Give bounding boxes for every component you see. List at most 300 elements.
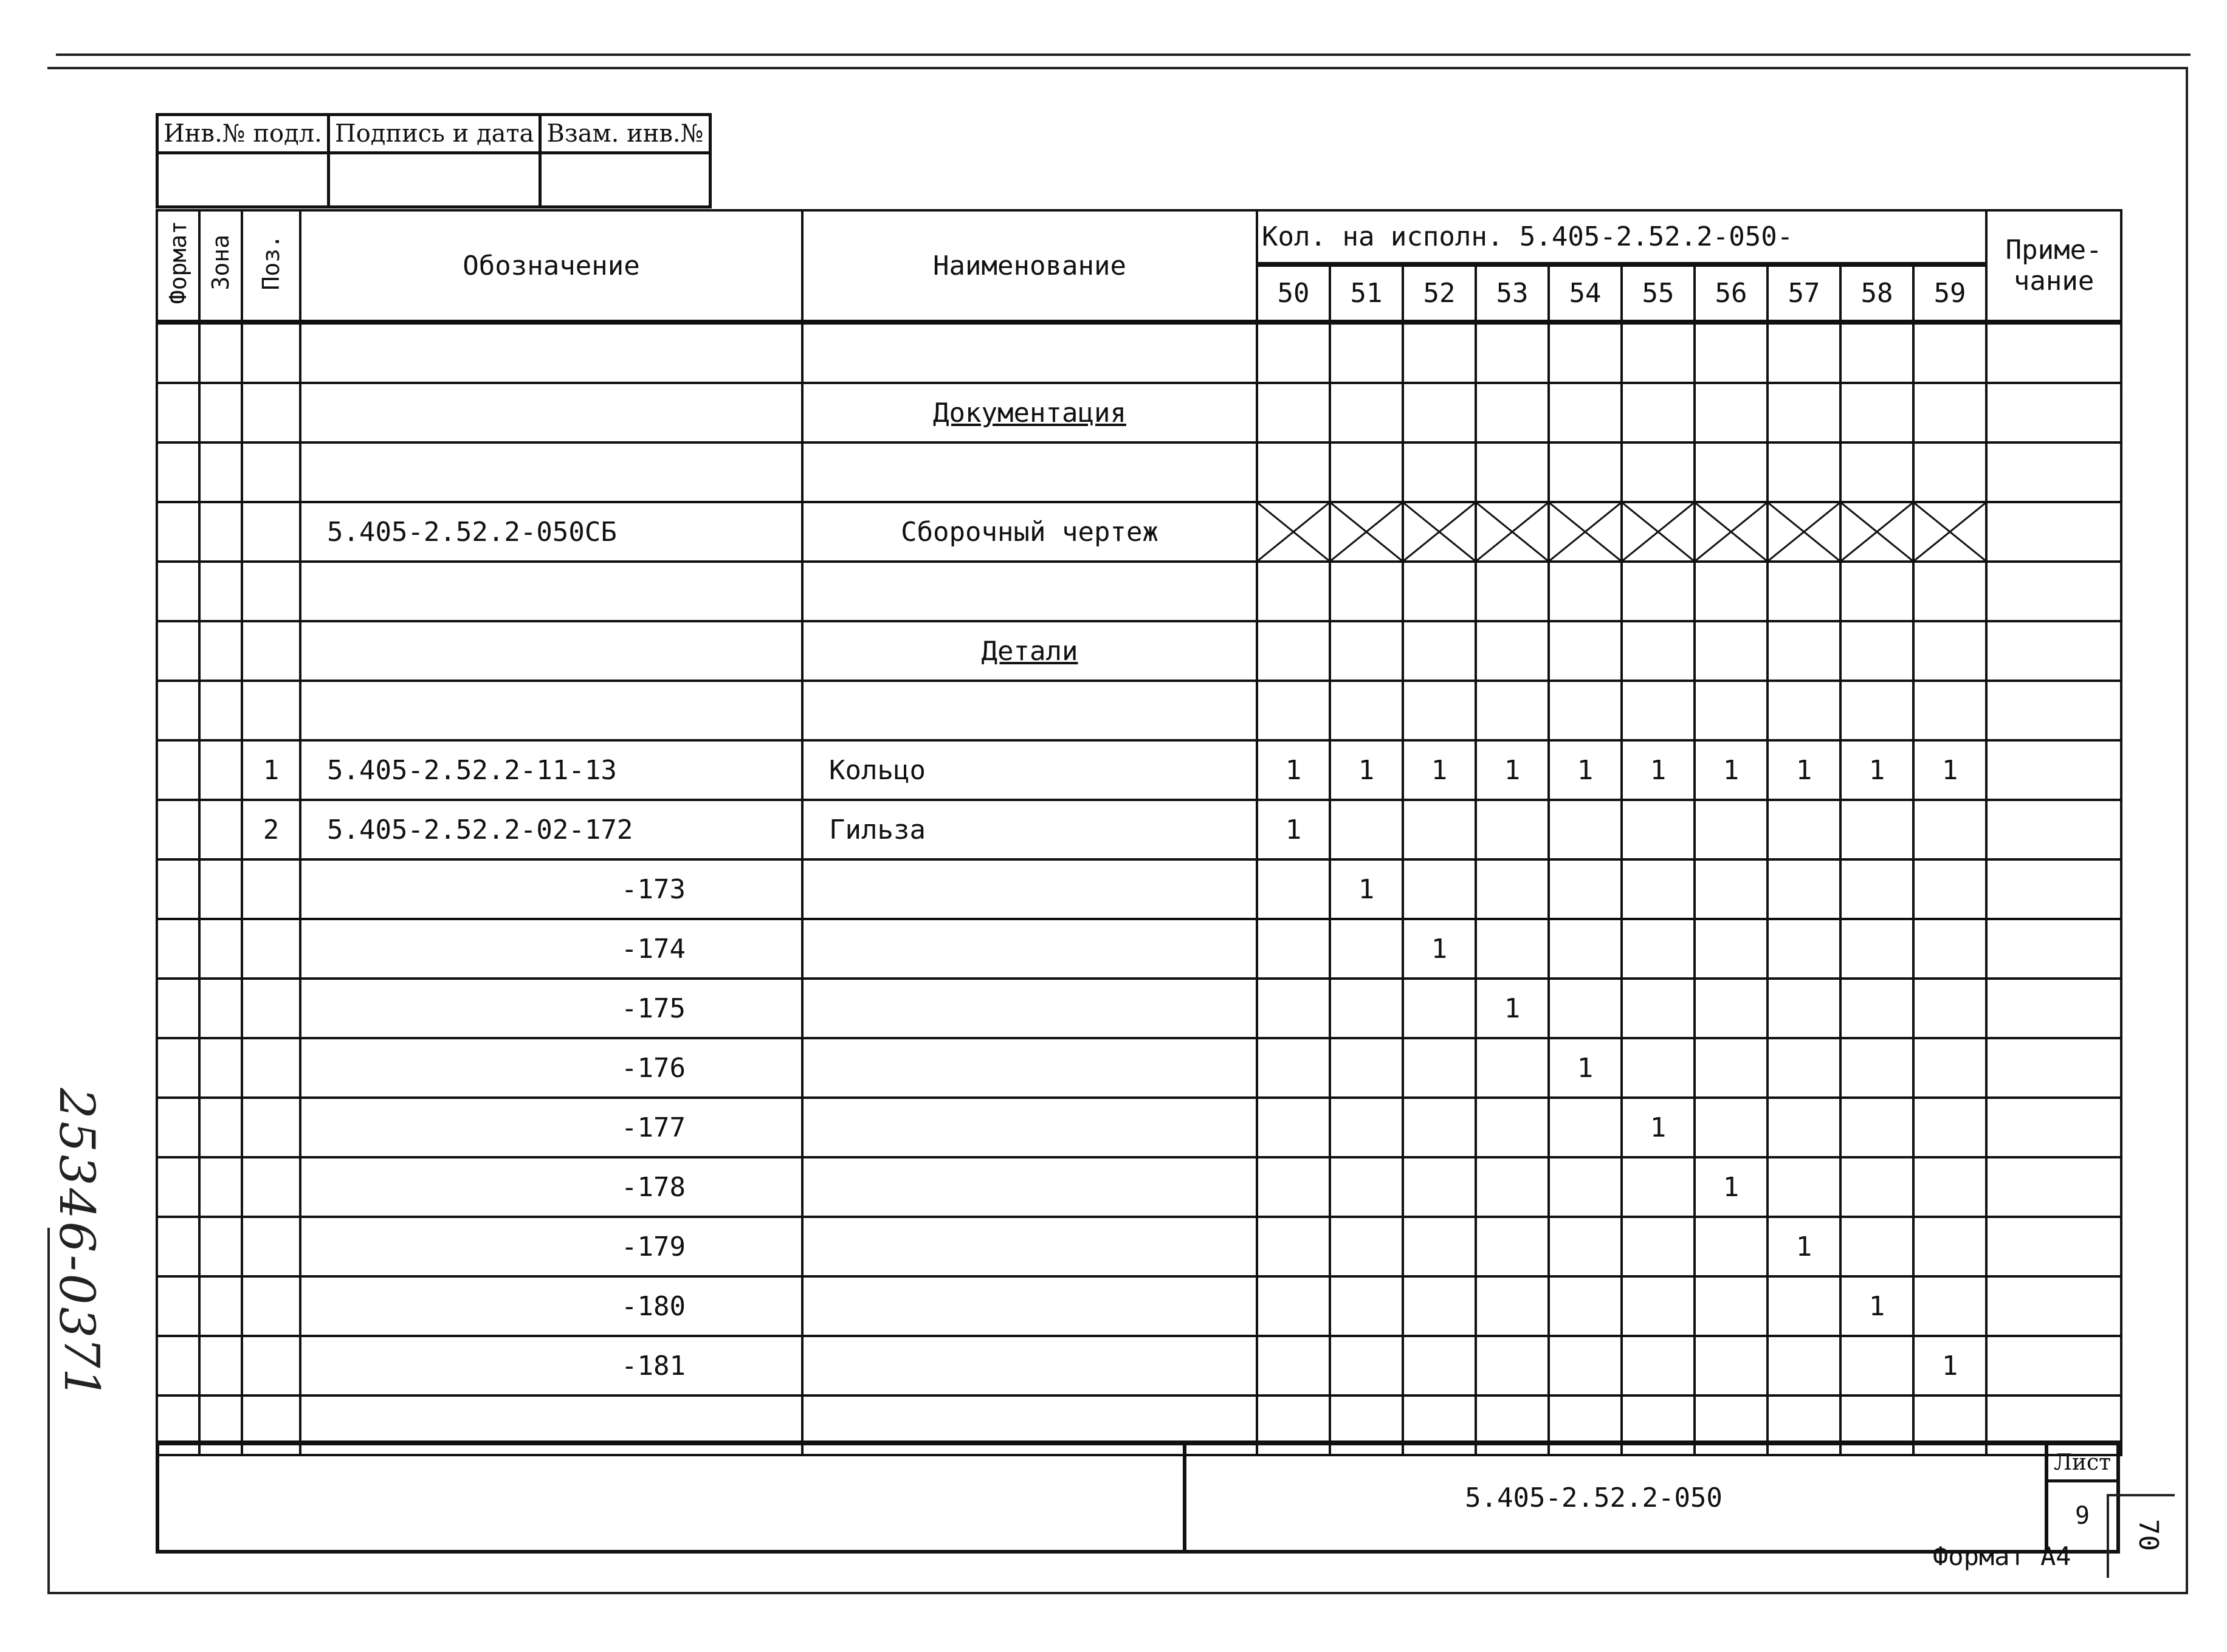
- cell-naimenovanie: Детали: [802, 621, 1257, 681]
- cell-qty-52: [1403, 562, 1476, 621]
- cell-qty-51: [1330, 383, 1403, 442]
- cell-qty-52: [1403, 979, 1476, 1038]
- cell-qty-51: [1330, 1038, 1403, 1098]
- cell-qty-51: [1330, 1098, 1403, 1157]
- cell-qty-crossed: [1549, 502, 1622, 562]
- cell-qty-55: [1622, 322, 1695, 383]
- cell-qty-58: [1840, 322, 1913, 383]
- variant-header-58: 58: [1840, 264, 1913, 322]
- cell-qty-53: [1476, 322, 1549, 383]
- cell-format: [157, 800, 199, 859]
- cross-mark-icon: [1915, 503, 1985, 560]
- cell-primechanie: [1986, 1157, 2121, 1217]
- cross-mark-icon: [1623, 503, 1693, 560]
- cell-qty-50: [1257, 681, 1330, 740]
- cell-qty-55: [1622, 859, 1695, 919]
- cell-qty-58: [1840, 442, 1913, 502]
- variant-header-52: 52: [1403, 264, 1476, 322]
- cell-zona: [199, 681, 242, 740]
- cell-qty-52: [1403, 621, 1476, 681]
- header-primechanie: Приме- чание: [1986, 210, 2121, 322]
- cell-qty-54: [1549, 681, 1622, 740]
- cell-zona: [199, 621, 242, 681]
- cell-qty-50: [1257, 1038, 1330, 1098]
- cell-qty-57: [1767, 322, 1840, 383]
- variant-header-57: 57: [1767, 264, 1840, 322]
- cell-qty-crossed: [1403, 502, 1476, 562]
- cell-qty-51: [1330, 442, 1403, 502]
- cell-qty-52: [1403, 442, 1476, 502]
- cell-naimenovanie: Гильза: [802, 800, 1257, 859]
- cell-qty-51: [1330, 1276, 1403, 1336]
- header-quantity-title: Кол. на исполн. 5.405-2.52.2-050-: [1257, 210, 1986, 264]
- cell-qty-51: [1330, 1157, 1403, 1217]
- table-row: [157, 1217, 2121, 1276]
- stamp-vzam-value: [540, 153, 710, 207]
- cell-oboznachenie: -176: [300, 1038, 802, 1098]
- cell-naimenovanie: [802, 1276, 1257, 1336]
- cell-qty-59: 1: [1913, 1336, 1986, 1396]
- cell-qty-52: [1403, 322, 1476, 383]
- cell-qty-51: [1330, 1217, 1403, 1276]
- cell-qty-54: [1549, 919, 1622, 979]
- cell-qty-59: [1913, 1038, 1986, 1098]
- variant-header-50: 50: [1257, 264, 1330, 322]
- cell-naimenovanie: [802, 322, 1257, 383]
- cell-format: [157, 1157, 199, 1217]
- cell-primechanie: [1986, 383, 2121, 442]
- cell-primechanie: [1986, 859, 2121, 919]
- cell-qty-57: [1767, 681, 1840, 740]
- cell-qty-50: [1257, 1276, 1330, 1336]
- cell-format: [157, 919, 199, 979]
- cell-qty-54: [1549, 1157, 1622, 1217]
- cell-qty-53: [1476, 859, 1549, 919]
- cell-qty-54: [1549, 979, 1622, 1038]
- cell-qty-55: [1622, 800, 1695, 859]
- stamp-vzam: Взам. инв.№: [540, 115, 710, 153]
- cell-oboznachenie: 5.405-2.52.2-02-172: [300, 800, 802, 859]
- cell-oboznachenie: -175: [300, 979, 802, 1038]
- cell-qty-53: [1476, 1336, 1549, 1396]
- cell-qty-56: [1695, 322, 1767, 383]
- cell-qty-57: [1767, 1038, 1840, 1098]
- cell-zona: [199, 1038, 242, 1098]
- cell-naimenovanie: Документация: [802, 383, 1257, 442]
- table-row: [157, 1157, 2121, 1217]
- cell-qty-56: [1695, 681, 1767, 740]
- cell-qty-50: [1257, 621, 1330, 681]
- cell-qty-59: [1913, 681, 1986, 740]
- cell-qty-53: [1476, 1157, 1549, 1217]
- header-oboznachenie: Обозначение: [300, 210, 802, 322]
- cell-qty-59: 1: [1913, 740, 1986, 800]
- cell-qty-53: [1476, 562, 1549, 621]
- cell-format: [157, 1098, 199, 1157]
- cell-qty-crossed: [1622, 502, 1695, 562]
- cell-naimenovanie: [802, 442, 1257, 502]
- cell-qty-54: [1549, 383, 1622, 442]
- cell-qty-52: [1403, 800, 1476, 859]
- stamp-inv-podl-value: [157, 153, 329, 207]
- cell-poz: [242, 1217, 300, 1276]
- cell-qty-53: [1476, 681, 1549, 740]
- cell-poz: [242, 979, 300, 1038]
- cell-qty-56: [1695, 621, 1767, 681]
- cell-qty-54: [1549, 562, 1622, 621]
- cell-qty-51: [1330, 562, 1403, 621]
- cell-qty-51: [1330, 979, 1403, 1038]
- cell-poz: [242, 383, 300, 442]
- cell-qty-58: [1840, 800, 1913, 859]
- cell-qty-58: [1840, 979, 1913, 1038]
- cell-qty-50: [1257, 979, 1330, 1038]
- cell-qty-58: 1: [1840, 740, 1913, 800]
- stamp-inv-podl: Инв.№ подл.: [157, 115, 329, 153]
- page-top-rule: [56, 53, 2191, 56]
- cell-qty-58: [1840, 1217, 1913, 1276]
- cell-qty-55: 1: [1622, 1098, 1695, 1157]
- cell-naimenovanie: [802, 1217, 1257, 1276]
- cell-qty-55: [1622, 919, 1695, 979]
- cell-oboznachenie: [300, 681, 802, 740]
- cell-qty-56: [1695, 1217, 1767, 1276]
- cell-qty-59: [1913, 1217, 1986, 1276]
- cell-qty-52: [1403, 1098, 1476, 1157]
- table-row: [157, 681, 2121, 740]
- cell-qty-58: [1840, 562, 1913, 621]
- cell-qty-56: [1695, 1098, 1767, 1157]
- cell-format: [157, 322, 199, 383]
- cell-qty-56: [1695, 383, 1767, 442]
- cell-qty-51: 1: [1330, 859, 1403, 919]
- cell-qty-59: [1913, 859, 1986, 919]
- header-format: Формат: [157, 210, 199, 322]
- table-row: [157, 383, 2121, 442]
- cell-poz: [242, 621, 300, 681]
- header-poz: Поз.: [242, 210, 300, 322]
- variant-header-56: 56: [1695, 264, 1767, 322]
- cell-qty-55: 1: [1622, 740, 1695, 800]
- cell-qty-59: [1913, 1098, 1986, 1157]
- cell-oboznachenie: [300, 621, 802, 681]
- cell-qty-56: [1695, 800, 1767, 859]
- cross-mark-icon: [1696, 503, 1766, 560]
- cell-qty-58: [1840, 383, 1913, 442]
- table-row: [157, 1276, 2121, 1336]
- approval-stamp: [156, 113, 712, 208]
- variant-header-54: 54: [1549, 264, 1622, 322]
- cell-zona: [199, 502, 242, 562]
- cell-naimenovanie: [802, 1336, 1257, 1396]
- cell-qty-51: [1330, 621, 1403, 681]
- cell-qty-56: [1695, 1038, 1767, 1098]
- cell-qty-53: [1476, 800, 1549, 859]
- table-row: [157, 1038, 2121, 1098]
- cell-qty-55: [1622, 562, 1695, 621]
- cell-zona: [199, 442, 242, 502]
- cell-qty-50: [1257, 919, 1330, 979]
- cell-qty-53: 1: [1476, 979, 1549, 1038]
- variant-header-55: 55: [1622, 264, 1695, 322]
- cell-poz: [242, 322, 300, 383]
- cell-qty-54: [1549, 621, 1622, 681]
- cell-zona: [199, 1276, 242, 1336]
- cell-qty-59: [1913, 919, 1986, 979]
- cross-mark-icon: [1404, 503, 1475, 560]
- cell-qty-50: 1: [1257, 800, 1330, 859]
- cell-qty-50: [1257, 322, 1330, 383]
- cell-naimenovanie: [802, 859, 1257, 919]
- table-row: [157, 740, 2121, 800]
- table-row: [157, 800, 2121, 859]
- table-row: [157, 562, 2121, 621]
- cell-qty-57: 1: [1767, 1217, 1840, 1276]
- variant-header-59: 59: [1913, 264, 1986, 322]
- cell-qty-58: [1840, 859, 1913, 919]
- cell-format: [157, 1038, 199, 1098]
- cell-qty-53: [1476, 919, 1549, 979]
- cell-primechanie: [1986, 322, 2121, 383]
- cell-zona: [199, 1217, 242, 1276]
- cell-qty-crossed: [1913, 502, 1986, 562]
- cell-primechanie: [1986, 740, 2121, 800]
- cell-qty-crossed: [1330, 502, 1403, 562]
- cell-poz: [242, 681, 300, 740]
- cell-oboznachenie: -174: [300, 919, 802, 979]
- cell-qty-50: [1257, 562, 1330, 621]
- cell-poz: [242, 919, 300, 979]
- table-row: [157, 859, 2121, 919]
- cell-poz: [242, 1336, 300, 1396]
- cell-oboznachenie: [300, 322, 802, 383]
- cell-poz: [242, 1098, 300, 1157]
- cell-oboznachenie: [300, 383, 802, 442]
- cell-qty-58: [1840, 1038, 1913, 1098]
- cell-poz: [242, 442, 300, 502]
- cell-qty-54: 1: [1549, 740, 1622, 800]
- cell-qty-57: [1767, 979, 1840, 1038]
- table-row: [157, 979, 2121, 1038]
- cell-qty-57: [1767, 1157, 1840, 1217]
- cell-qty-51: [1330, 1336, 1403, 1396]
- cell-qty-50: [1257, 442, 1330, 502]
- cell-qty-53: [1476, 621, 1549, 681]
- cell-qty-55: [1622, 979, 1695, 1038]
- cell-qty-52: [1403, 1336, 1476, 1396]
- cell-qty-58: [1840, 621, 1913, 681]
- cell-naimenovanie: [802, 979, 1257, 1038]
- cell-qty-59: [1913, 322, 1986, 383]
- cell-primechanie: [1986, 919, 2121, 979]
- cell-qty-54: [1549, 1336, 1622, 1396]
- cell-primechanie: [1986, 621, 2121, 681]
- cell-naimenovanie: [802, 1038, 1257, 1098]
- cell-qty-52: 1: [1403, 740, 1476, 800]
- cell-qty-50: [1257, 383, 1330, 442]
- cell-qty-52: [1403, 1217, 1476, 1276]
- cell-qty-56: [1695, 442, 1767, 502]
- cell-qty-59: [1913, 562, 1986, 621]
- variant-header-51: 51: [1330, 264, 1403, 322]
- cell-format: [157, 562, 199, 621]
- cell-poz: [242, 562, 300, 621]
- cell-zona: [199, 800, 242, 859]
- cell-format: [157, 621, 199, 681]
- cell-naimenovanie: [802, 919, 1257, 979]
- cell-oboznachenie: -173: [300, 859, 802, 919]
- title-block-divider: [1183, 1445, 1186, 1550]
- cell-qty-56: [1695, 1336, 1767, 1396]
- cell-oboznachenie: -180: [300, 1276, 802, 1336]
- cell-qty-53: [1476, 442, 1549, 502]
- cell-format: [157, 502, 199, 562]
- cell-qty-52: [1403, 1157, 1476, 1217]
- cross-mark-icon: [1769, 503, 1839, 560]
- cell-qty-50: [1257, 859, 1330, 919]
- cell-qty-56: 1: [1695, 1157, 1767, 1217]
- cell-primechanie: [1986, 681, 2121, 740]
- stamp-podpis-value: [328, 153, 540, 207]
- cell-qty-58: [1840, 1098, 1913, 1157]
- side-page-number: 70: [2132, 1519, 2164, 1551]
- cell-qty-50: [1257, 1336, 1330, 1396]
- cell-qty-57: [1767, 1276, 1840, 1336]
- cell-naimenovanie: [802, 562, 1257, 621]
- cell-qty-52: [1403, 383, 1476, 442]
- cell-qty-56: [1695, 562, 1767, 621]
- cell-qty-crossed: [1476, 502, 1549, 562]
- cell-qty-54: [1549, 859, 1622, 919]
- cell-qty-57: [1767, 800, 1840, 859]
- specification-table: [156, 209, 2122, 1456]
- cell-zona: [199, 1336, 242, 1396]
- cell-zona: [199, 383, 242, 442]
- cell-qty-53: [1476, 383, 1549, 442]
- cross-mark-icon: [1331, 503, 1402, 560]
- cell-oboznachenie: -177: [300, 1098, 802, 1157]
- cell-qty-54: [1549, 322, 1622, 383]
- cell-primechanie: [1986, 1336, 2121, 1396]
- cell-format: [157, 681, 199, 740]
- cell-qty-crossed: [1840, 502, 1913, 562]
- cell-qty-55: [1622, 442, 1695, 502]
- cell-qty-57: [1767, 621, 1840, 681]
- document-code: 5.405-2.52.2-050: [1465, 1482, 1723, 1513]
- cell-primechanie: [1986, 442, 2121, 502]
- cell-zona: [199, 919, 242, 979]
- sheet-box: [2045, 1445, 2116, 1550]
- cell-qty-56: [1695, 859, 1767, 919]
- cell-qty-55: [1622, 1217, 1695, 1276]
- cell-qty-54: [1549, 1276, 1622, 1336]
- cell-qty-53: [1476, 1217, 1549, 1276]
- cell-qty-crossed: [1257, 502, 1330, 562]
- cell-naimenovanie: [802, 681, 1257, 740]
- header-naimenovanie: Наименование: [802, 210, 1257, 322]
- cell-qty-50: [1257, 1098, 1330, 1157]
- cell-primechanie: [1986, 562, 2121, 621]
- stamp-podpis: Подпись и дата: [328, 115, 540, 153]
- cell-qty-54: [1549, 800, 1622, 859]
- cell-qty-54: [1549, 442, 1622, 502]
- title-block: [156, 1440, 2120, 1554]
- cell-qty-52: [1403, 1276, 1476, 1336]
- cell-poz: [242, 1157, 300, 1217]
- cell-qty-58: [1840, 1157, 1913, 1217]
- table-row: [157, 502, 2121, 562]
- cell-qty-54: [1549, 1217, 1622, 1276]
- cell-qty-crossed: [1767, 502, 1840, 562]
- cross-mark-icon: [1842, 503, 1912, 560]
- cell-qty-55: [1622, 1276, 1695, 1336]
- cell-qty-51: 1: [1330, 740, 1403, 800]
- cell-zona: [199, 979, 242, 1038]
- table-row: [157, 442, 2121, 502]
- cell-primechanie: [1986, 979, 2121, 1038]
- cell-naimenovanie: Сборочный чертеж: [802, 502, 1257, 562]
- cell-zona: [199, 322, 242, 383]
- cell-qty-51: [1330, 681, 1403, 740]
- cell-qty-59: [1913, 383, 1986, 442]
- cell-qty-51: [1330, 919, 1403, 979]
- cell-naimenovanie: Кольцо: [802, 740, 1257, 800]
- cell-qty-52: 1: [1403, 919, 1476, 979]
- cell-format: [157, 383, 199, 442]
- cell-qty-56: [1695, 979, 1767, 1038]
- cell-qty-54: 1: [1549, 1038, 1622, 1098]
- cell-poz: 1: [242, 740, 300, 800]
- cell-qty-58: [1840, 919, 1913, 979]
- cell-qty-56: [1695, 919, 1767, 979]
- cross-mark-icon: [1258, 503, 1329, 560]
- handwritten-page-number: 71: [53, 1337, 110, 1399]
- cell-format: [157, 1217, 199, 1276]
- cell-qty-59: [1913, 621, 1986, 681]
- cell-qty-56: 1: [1695, 740, 1767, 800]
- cell-oboznachenie: [300, 562, 802, 621]
- sheet-label: Лист: [2048, 1445, 2116, 1482]
- cell-qty-55: [1622, 1157, 1695, 1217]
- cell-qty-59: [1913, 1276, 1986, 1336]
- cell-format: [157, 979, 199, 1038]
- cell-qty-52: [1403, 859, 1476, 919]
- cell-poz: 2: [242, 800, 300, 859]
- cell-qty-57: [1767, 383, 1840, 442]
- cell-poz: [242, 502, 300, 562]
- cross-mark-icon: [1477, 503, 1547, 560]
- cell-oboznachenie: 5.405-2.52.2-050СБ: [300, 502, 802, 562]
- handwritten-archive-number: 25346-03: [49, 1088, 105, 1341]
- cell-format: [157, 442, 199, 502]
- cell-qty-55: [1622, 681, 1695, 740]
- cell-qty-50: [1257, 1157, 1330, 1217]
- cell-qty-58: 1: [1840, 1276, 1913, 1336]
- cell-format: [157, 859, 199, 919]
- cell-qty-50: 1: [1257, 740, 1330, 800]
- cell-qty-51: [1330, 322, 1403, 383]
- cell-oboznachenie: [300, 442, 802, 502]
- cell-qty-57: 1: [1767, 740, 1840, 800]
- cell-qty-53: [1476, 1276, 1549, 1336]
- cell-qty-55: [1622, 1336, 1695, 1396]
- cell-qty-57: [1767, 562, 1840, 621]
- cell-qty-52: [1403, 681, 1476, 740]
- sheet-number: 9: [2074, 1502, 2090, 1530]
- cell-qty-59: [1913, 800, 1986, 859]
- table-row: [157, 322, 2121, 383]
- cell-format: [157, 1276, 199, 1336]
